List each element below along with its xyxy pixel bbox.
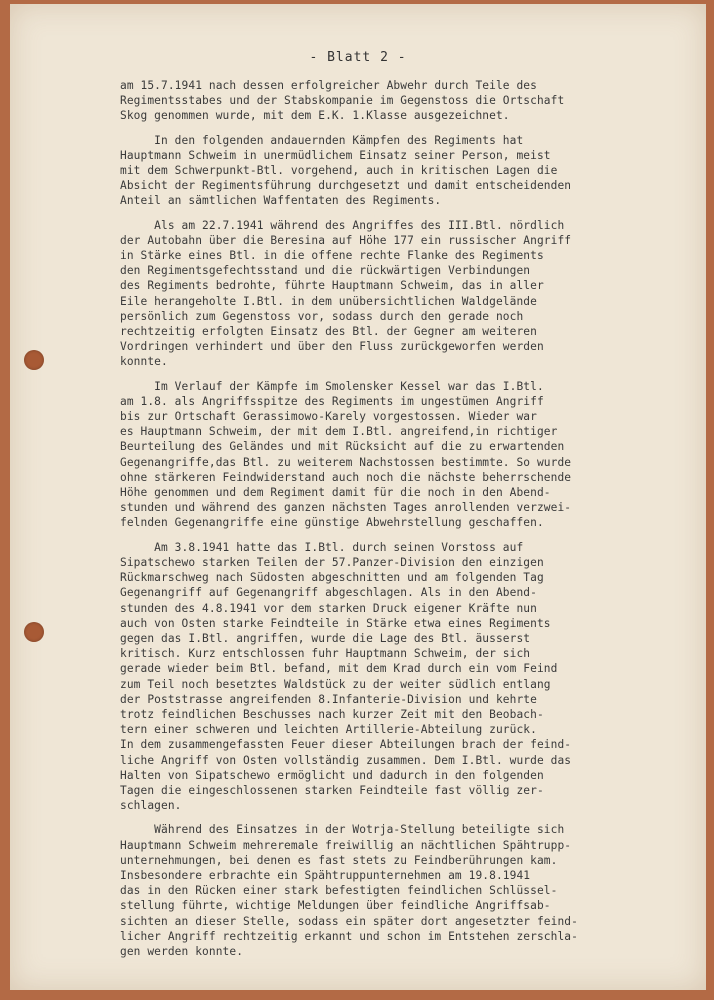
text-line: Insbesondere erbrachte ein Spähtruppunternehmen am 19.8.1941 (120, 868, 531, 882)
text-line: Am 3.8.1941 hatte das I.Btl. durch seinen Vorstoss auf (120, 540, 524, 554)
text-line: Im Verlauf der Kämpfe im Smolensker Kessel war das I.Btl. (120, 379, 544, 393)
text-line: konnte. (120, 355, 168, 369)
paragraph (120, 379, 690, 531)
text-line: am 15.7.1941 nach dessen erfolgreicher Abwehr durch Teile des (120, 79, 537, 92)
text-line: stunden des 4.8.1941 vor dem starken Druck eigener Kräfte nun (120, 601, 537, 615)
text-line: In den folgenden andauernden Kämpfen des Regiments hat (120, 133, 524, 147)
text-line: Als am 22.7.1941 während des Angriffes des III.Btl. nördlich (120, 218, 565, 232)
text-line: Sipatschewo starken Teilen der 57.Panzer-Division den einzigen (120, 555, 544, 569)
text-line: das in den Rücken einer stark befestigten feindlichen Schlüssel- (120, 884, 558, 898)
text-line: Tagen die eingeschlossenen starken Feindteile fast völlig zer- (120, 783, 544, 797)
paragraph (120, 218, 690, 370)
text-line: gegen das I.Btl. angriffen, wurde die Lage des Btl. äusserst (120, 631, 531, 645)
text-line: am 1.8. als Angriffsspitze des Regiments im ungestümen Angriff (120, 394, 544, 408)
text-line: Halten von Sipatschewo ermöglicht und dadurch in den folgenden (120, 768, 544, 782)
text-line: unternehmungen, bei denen es fast stets zu Feindberührungen kam. (120, 853, 558, 867)
text-line: zum Teil noch besetztes Waldstück zu der weiter südlich entlang (120, 677, 551, 691)
text-line: Hauptmann Schweim in unermüdlichem Einsatz seiner Person, meist (120, 148, 551, 162)
text-line: es Hauptmann Schweim, der mit dem I.Btl. angreifend,in richtiger (120, 425, 558, 439)
document-body (120, 78, 690, 968)
paragraph (120, 540, 690, 814)
text-line: kritisch. Kurz entschlossen fuhr Hauptmann Schweim, der sich (120, 647, 531, 661)
text-line: Höhe genommen und dem Regiment damit für die noch in den Abend- (120, 486, 551, 500)
text-line: stellung führte, wichtige Meldungen über feindliche Angriffsab- (120, 899, 551, 913)
text-line: bis zur Ortschaft Gerassimowo-Karely vorgestossen. Wieder war (120, 410, 537, 424)
text-line: in Stärke eines Btl. in die offene rechte Flanke des Regiments (120, 249, 544, 263)
text-line: trotz feindlichen Beschusses nach kurzer Zeit mit den Beobach- (120, 707, 544, 721)
text-line: gen werden konnte. (120, 944, 244, 958)
text-line: des Regiments bedrohte, führte Hauptmann Schweim, das in aller (120, 279, 544, 293)
text-line: den Regimentsgefechtsstand und die rückwärtigen Verbindungen (120, 264, 531, 278)
text-line: Anteil an sämtlichen Waffentaten des Regiments. (120, 194, 442, 208)
text-line: persönlich zum Gegenstoss vor, sodass durch den gerade noch (120, 309, 524, 323)
text-line: auch von Osten starke Feindteile in Stärke etwa eines Regiments (120, 616, 551, 630)
punch-hole-top (24, 350, 44, 370)
text-line: rechtzeitig erfolgten Einsatz des Btl. der Gegner am weiteren (120, 325, 537, 339)
paragraph (120, 133, 690, 209)
text-line: Vordringen verhindert und über den Fluss zurückgeworfen werden (120, 340, 544, 354)
text-line: gerade wieder beim Btl. befand, mit dem Krad durch ein vom Feind (120, 662, 558, 676)
text-line: Regimentsstabes und der Stabskompanie im Gegenstoss die Ortschaft (120, 94, 565, 108)
text-line: felnden Gegenangriffe eine günstige Abwehrstellung geschaffen. (120, 516, 544, 530)
text-line: stunden und während des ganzen nächsten Tages anrollenden verzwei- (120, 501, 572, 515)
text-line: Eile herangeholte I.Btl. in dem unübersichtlichen Waldgelände (120, 294, 537, 308)
text-line: Gegenangriff auf Gegenangriff abgeschlagen. Als in den Abend- (120, 586, 537, 600)
text-line: liche Angriff von Osten vollständig zusammen. Dem I.Btl. wurde das (120, 753, 572, 767)
paragraph (120, 78, 690, 124)
text-line: In dem zusammengefassten Feuer dieser Abteilungen brach der feind- (120, 738, 572, 752)
punch-hole-bottom (24, 622, 44, 642)
text-line: der Poststrasse angreifenden 8.Infanterie-Division und kehrte (120, 692, 537, 706)
text-line: Hauptmann Schweim mehreremale freiwillig an nächtlichen Spähtrupp- (120, 838, 572, 852)
text-line: Während des Einsatzes in der Wotrja-Stellung beteiligte sich (120, 823, 565, 837)
text-line: Rückmarschweg nach Südosten abgeschnitten und am folgenden Tag (120, 571, 544, 585)
text-line: sichten an dieser Stelle, sodass ein später dort angesetzter feind- (120, 914, 578, 928)
text-line: Skog genommen wurde, mit dem E.K. 1.Klasse ausgezeichnet. (120, 109, 510, 123)
paragraph (120, 822, 690, 959)
text-line: schlagen. (120, 799, 182, 813)
text-line: Gegenangriffe,das Btl. zu weiterem Nachstossen bestimmte. So wurde (120, 455, 572, 469)
page-header: - Blatt 2 - (309, 50, 407, 65)
text-line: Beurteilung des Geländes und mit Rücksicht auf die zu erwartenden (120, 440, 565, 454)
text-line: ohne stärkeren Feindwiderstand auch noch die nächste beherrschende (120, 470, 572, 484)
text-line: licher Angriff rechtzeitig erkannt und schon im Entstehen zerschla- (120, 929, 578, 943)
text-line: tern einer schweren und leichten Artillerie-Abteilung zurück. (120, 723, 537, 737)
text-line: Absicht der Regimentsführung durchgesetzt und damit entscheidenden (120, 179, 572, 193)
text-line: der Autobahn über die Beresina auf Höhe 177 ein russischer Angriff (120, 233, 572, 247)
text-line: mit dem Schwerpunkt-Btl. vorgehend, auch in kritischen Lagen die (120, 164, 558, 178)
